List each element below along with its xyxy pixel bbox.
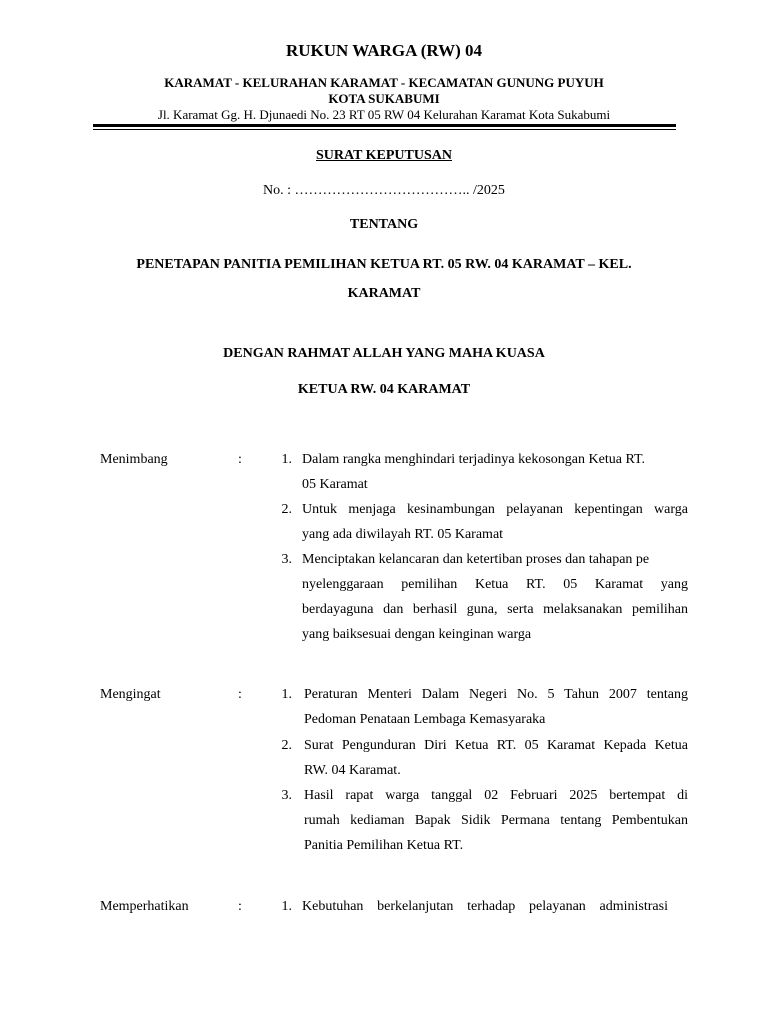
subject-line-2: KARAMAT (347, 286, 421, 301)
subject-line-1: PENETAPAN PANITIA PEMILIHAN KETUA RT. 05 RW. 04 KARAMAT – KEL. (136, 257, 632, 272)
list-item (302, 497, 688, 547)
decree-about: TENTANG (349, 217, 419, 232)
subtitle-line-2: KOTA SUKABUMI (328, 91, 440, 106)
section-colon: : (238, 687, 242, 702)
list-item-number: 3. (281, 552, 292, 567)
list-item (302, 894, 668, 919)
list-item (304, 682, 688, 732)
subtitle-line-1: KARAMAT - KELURAHAN KARAMAT - KECAMATAN GUNUNG PUYUH (164, 75, 604, 90)
list-item-line: Kebutuhan berkelanjutan terhadap pelayanan administrasi (302, 899, 668, 914)
section-label-memperhatikan: Memperhatikan (100, 899, 189, 914)
decree-blessing: DENGAN RAHMAT ALLAH YANG MAHA KUASA (223, 346, 545, 361)
list-item-line: nyelenggaraan pemilihan Ketua RT. 05 Karamat yang (302, 577, 688, 592)
list-item-line: RW. 04 Karamat. (304, 763, 401, 778)
decree-number: No. : ……………………………….. /2025 (263, 183, 505, 198)
section-label-mengingat: Mengingat (100, 687, 161, 702)
list-item-line: Untuk menjaga kesinambungan pelayanan kepentingan warga (302, 502, 688, 517)
section-colon: : (238, 899, 242, 914)
list-item-number: 2. (281, 738, 292, 753)
decree-title (0, 148, 768, 164)
decree-issuer: KETUA RW. 04 KARAMAT (297, 382, 471, 397)
list-item-line: 05 Karamat (302, 477, 368, 492)
section-colon: : (238, 452, 242, 467)
list-item (304, 783, 688, 858)
list-item-line: rumah kediaman Bapak Sidik Permana tentang Pembentukan (304, 813, 688, 828)
letterhead-rule-thick (93, 124, 676, 127)
list-item-line: berdayaguna dan berhasil guna, serta melaksanakan pemilihan (302, 602, 688, 617)
letterhead-rule-thin (93, 129, 676, 130)
list-item-number: 2. (281, 502, 292, 517)
list-item-number: 1. (281, 452, 292, 467)
list-item (302, 447, 688, 497)
list-item-line: yang ada diwilayah RT. 05 Karamat (302, 527, 504, 542)
list-item-line: Panitia Pemilihan Ketua RT. (304, 838, 464, 853)
organization-address: Jl. Karamat Gg. H. Djunaedi No. 23 RT 05 RW 04 Kelurahan Karamat Kota Sukabumi (157, 107, 611, 122)
list-item-line: Peraturan Menteri Dalam Negeri No. 5 Tahun 2007 tentang (304, 687, 688, 702)
list-item-line: Hasil rapat warga tanggal 02 Februari 2025 bertempat di (304, 788, 688, 803)
decree-title-text: SURAT KEPUTUSAN (315, 148, 452, 163)
organization-subtitle (0, 75, 768, 107)
list-item-line: Pedoman Penataan Lembaga Kemasyaraka (304, 712, 546, 727)
list-item-number: 1. (281, 899, 292, 914)
list-item-number: 1. (281, 687, 292, 702)
list-item-line: Menciptakan kelancaran dan ketertiban proses dan tahapan pe (302, 552, 650, 567)
list-item-line: Dalam rangka menghindari terjadinya kekosongan Ketua RT. (302, 452, 645, 467)
list-item-number: 3. (281, 788, 292, 803)
section-label-menimbang: Menimbang (100, 452, 168, 467)
list-item-line: yang baiksesuai dengan keinginan warga (302, 627, 532, 642)
organization-title: RUKUN WARGA (RW) 04 (285, 41, 482, 60)
decree-subject (90, 250, 678, 308)
list-item-line: Surat Pengunduran Diri Ketua RT. 05 Karamat Kepada Ketua (304, 738, 688, 753)
list-item (304, 733, 688, 783)
list-item (302, 547, 688, 647)
